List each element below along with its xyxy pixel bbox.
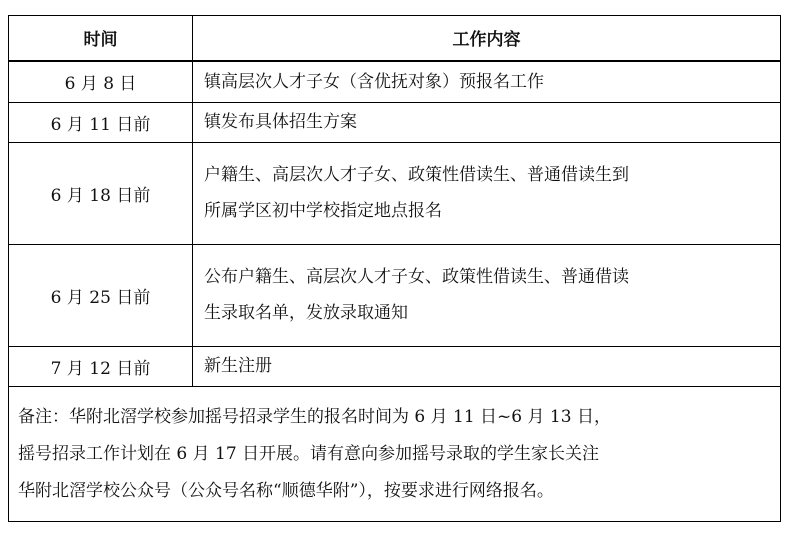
note-line: 华附北滘学校公众号（公众号名称“顺德华附”），按要求进行网络报名。 bbox=[18, 480, 554, 501]
row-time: 6 月 8 日 bbox=[9, 61, 193, 102]
row-time: 6 月 18 日前 bbox=[9, 143, 193, 245]
row-content-line: 镇高层次人才子女（含优抚对象）预报名工作 bbox=[204, 71, 544, 92]
row-content-line: 公布户籍生、高层次人才子女、政策性借读生、普通借读 bbox=[204, 267, 629, 288]
row-content bbox=[193, 61, 781, 102]
row-content bbox=[193, 143, 781, 245]
row-content bbox=[193, 346, 781, 387]
header-time: 时间 bbox=[9, 16, 193, 61]
note-row bbox=[9, 387, 781, 522]
note-line: 摇号招录工作计划在 6 月 17 日开展。请有意向参加摇号录取的学生家长关注 bbox=[18, 443, 600, 464]
row-time: 7 月 12 日前 bbox=[9, 346, 193, 387]
table-row bbox=[9, 143, 781, 245]
row-time: 6 月 11 日前 bbox=[9, 102, 193, 143]
table-row bbox=[9, 244, 781, 346]
table-row bbox=[9, 61, 781, 102]
row-time: 6 月 25 日前 bbox=[9, 244, 193, 346]
row-content-line: 所属学区初中学校指定地点报名 bbox=[204, 201, 442, 222]
row-content bbox=[193, 102, 781, 143]
note-line: 备注：华附北滘学校参加摇号招录学生的报名时间为 6 月 11 日~6 月 13 日， bbox=[18, 406, 611, 427]
row-content bbox=[193, 244, 781, 346]
table-row bbox=[9, 102, 781, 143]
row-content-line: 户籍生、高层次人才子女、政策性借读生、普通借读生到 bbox=[204, 165, 629, 186]
table-header-row bbox=[9, 16, 781, 61]
header-content: 工作内容 bbox=[193, 16, 781, 61]
row-content-line: 生录取名单，发放录取通知 bbox=[204, 303, 408, 324]
row-content-line: 新生注册 bbox=[204, 356, 272, 377]
schedule-table bbox=[8, 15, 781, 522]
table-row bbox=[9, 346, 781, 387]
note-cell bbox=[9, 387, 781, 522]
row-content-line: 镇发布具体招生方案 bbox=[204, 112, 357, 133]
